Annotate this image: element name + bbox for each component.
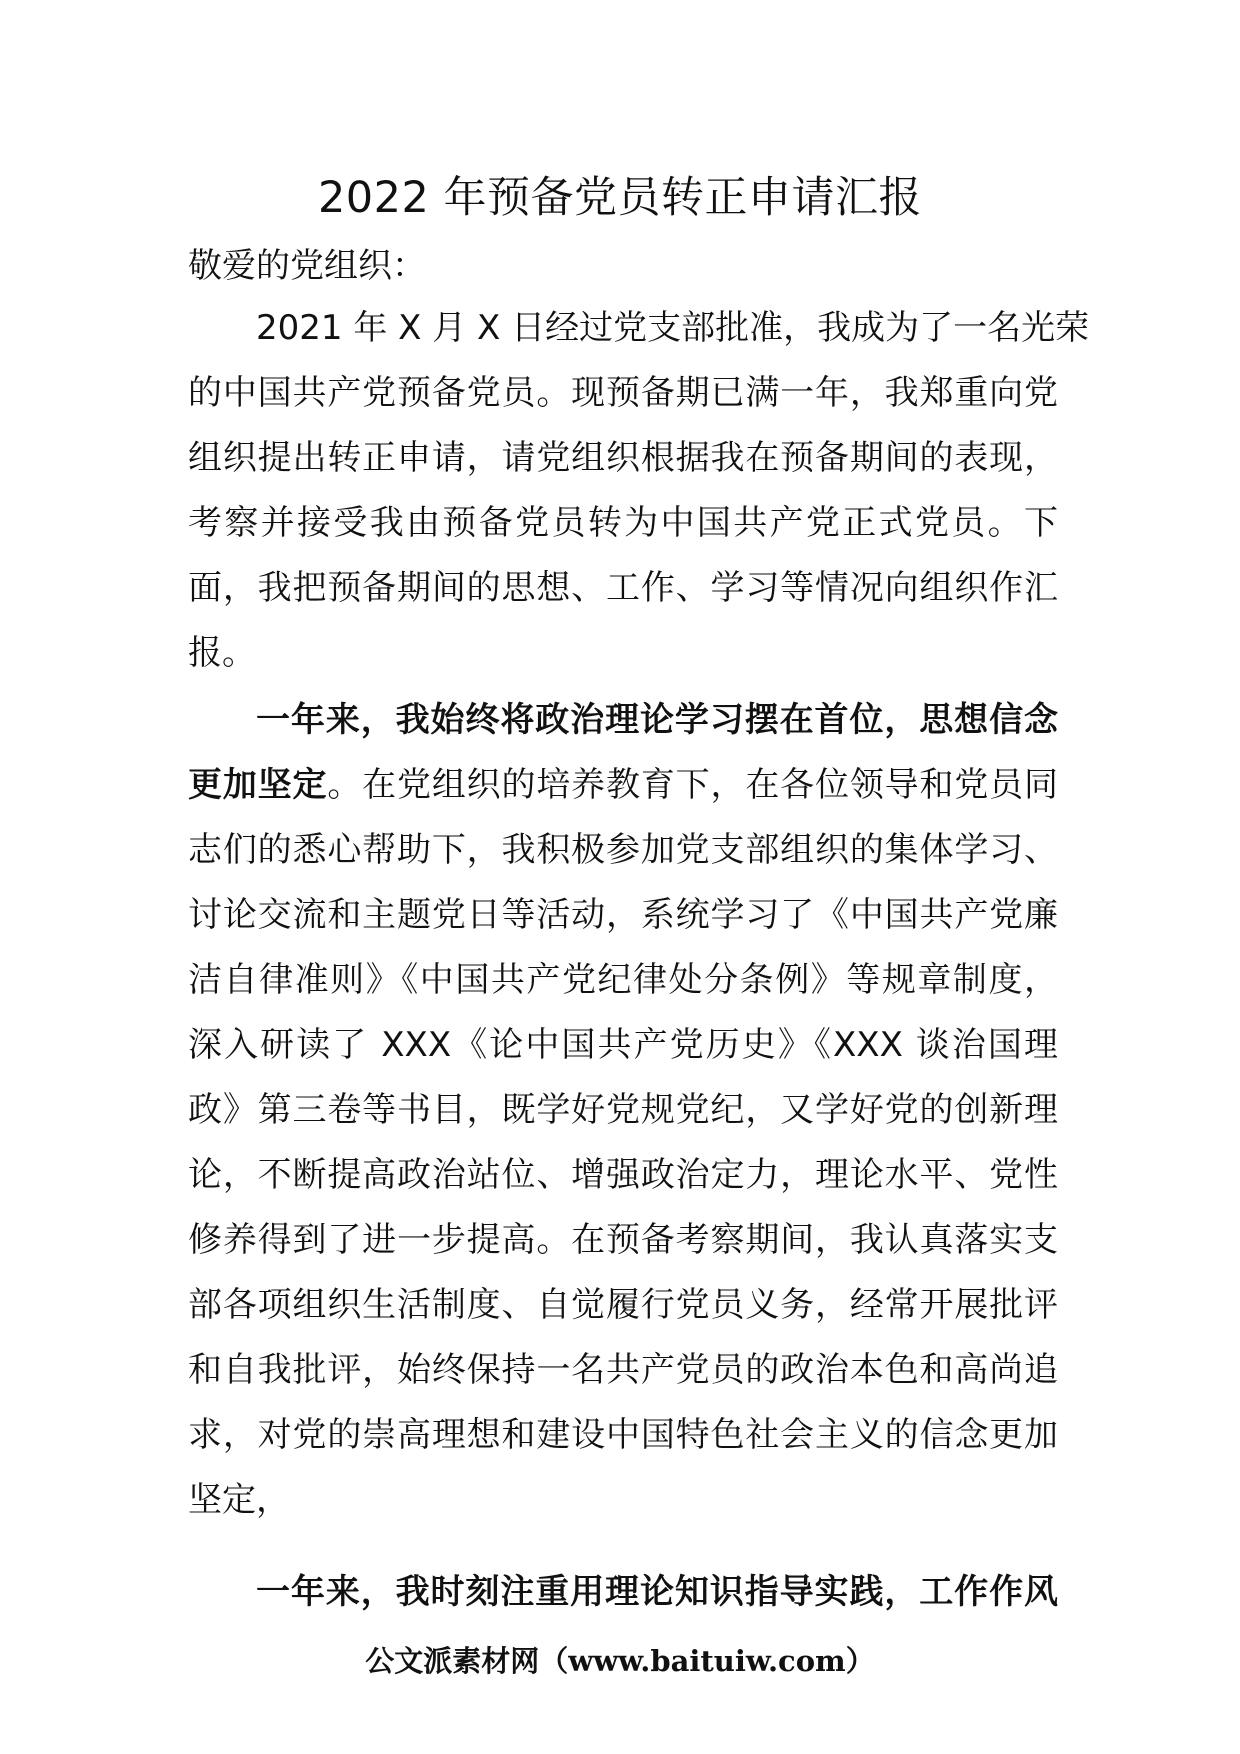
paragraph-line: 和自我批评，始终保持一名共产党员的政治本色和高尚追 bbox=[188, 1350, 1058, 1390]
paragraph-line: 面，我把预备期间的思想、工作、学习等情况向组织作汇 bbox=[188, 568, 1058, 608]
paragraph-line: 部各项组织生活制度、自觉履行党员义务，经常开展批评 bbox=[188, 1285, 1058, 1325]
section-heading: 一年来，我始终将政治理论学习摆在首位，思想信念 bbox=[256, 700, 1058, 740]
paragraph-line: 坚定， bbox=[188, 1480, 290, 1520]
paragraph-text: 。在党组织的培养教育下，在各位领导和党员同 bbox=[327, 765, 1059, 805]
document-title: 2022 年预备党员转正申请汇报 bbox=[317, 173, 923, 223]
paragraph-3 bbox=[188, 1560, 1058, 1625]
paragraph-line: 2021 年 X 月 X 日经过党支部批准，我成为了一名光荣 bbox=[256, 308, 1090, 348]
paragraph-line: 志们的悉心帮助下，我积极参加党支部组织的集体学习、 bbox=[188, 830, 1058, 870]
paragraph-line: 报。 bbox=[188, 633, 256, 673]
paragraph-line bbox=[188, 753, 1058, 818]
paragraph-line: 政》第三卷等书目，既学好党规党纪，又学好党的创新理 bbox=[188, 1090, 1058, 1130]
salutation: 敬爱的党组织： bbox=[188, 246, 426, 286]
paragraph-line: 深入研读了 XXX《论中国共产党历史》《XXX 谈治国理 bbox=[188, 1025, 1058, 1065]
paragraph-line: 洁自律准则》《中国共产党纪律处分条例》等规章制度， bbox=[188, 960, 1058, 1000]
paragraph-line: 考察并接受我由预备党员转为中国共产党正式党员。下 bbox=[188, 503, 1058, 543]
section-heading: 一年来，我时刻注重用理论知识指导实践，工作作风 bbox=[256, 1572, 1058, 1612]
paragraph-line: 组织提出转正申请，请党组织根据我在预备期间的表现， bbox=[188, 438, 1058, 478]
paragraph-1 bbox=[188, 296, 1090, 686]
paragraph-2 bbox=[188, 688, 1058, 1533]
paragraph-line: 讨论交流和主题党日等活动，系统学习了《中国共产党廉 bbox=[188, 895, 1058, 935]
paragraph-line: 论，不断提高政治站位、增强政治定力，理论水平、党性 bbox=[188, 1155, 1058, 1195]
section-heading-continuation: 更加坚定 bbox=[188, 765, 328, 805]
paragraph-line: 修养得到了进一步提高。在预备考察期间，我认真落实支 bbox=[188, 1220, 1058, 1260]
paragraph-line: 求，对党的崇高理想和建设中国特色社会主义的信念更加 bbox=[188, 1415, 1058, 1455]
footer-watermark: 公文派素材网（www.baituiw.com） bbox=[365, 1644, 875, 1678]
paragraph-line: 的中国共产党预备党员。现预备期已满一年，我郑重向党 bbox=[188, 373, 1058, 413]
